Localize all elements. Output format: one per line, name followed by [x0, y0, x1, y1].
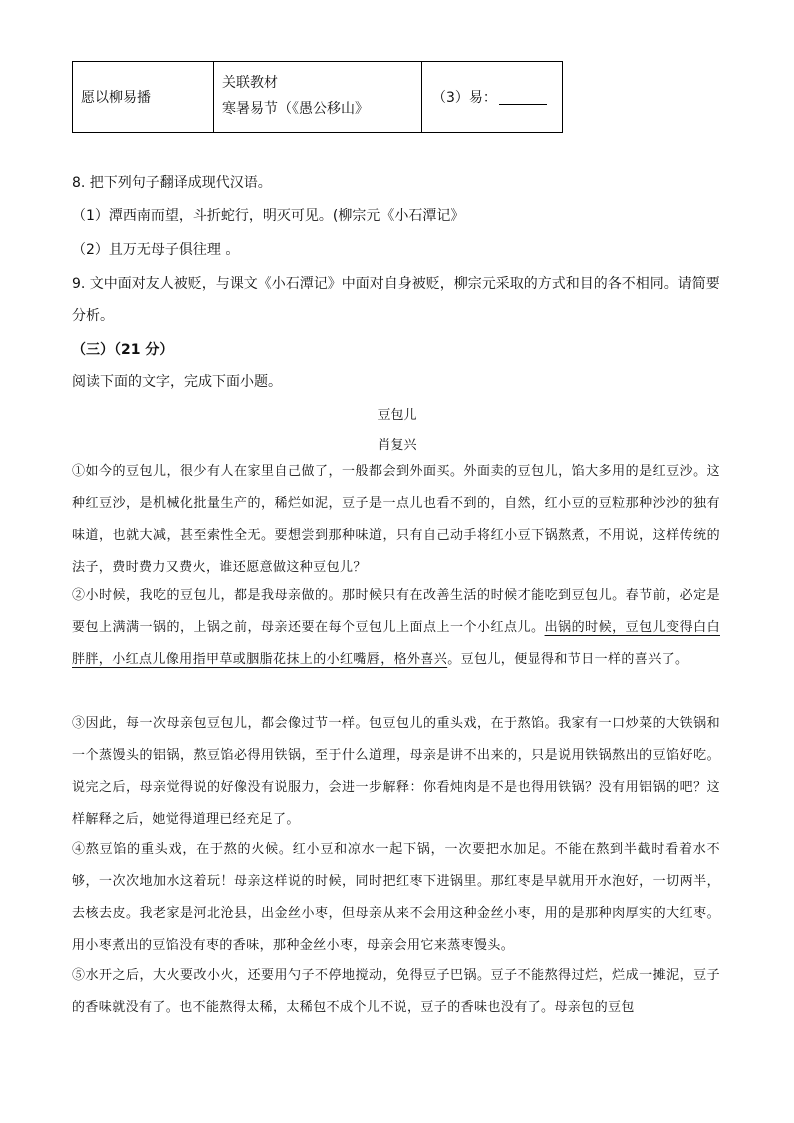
section-heading: （三）（21 分） — [72, 342, 174, 358]
answer-blank[interactable] — [499, 90, 547, 105]
vocab-table — [72, 61, 563, 133]
article-paragraph-3: ③因此，每一次母亲包豆包儿，都会像过节一样。包豆包儿的重头戏，在于熬馅。我家有一口炒菜的大铁锅和一个蒸馒头的铝锅，熬豆馅必得用铁锅，至于什么道理，母亲是讲不出来的，只是说用铁锅熬出的豆馅好吃。说完之后，母亲觉得说的好像没有说服力，会进一步解释：你看炖肉是不是也得用铁锅？没有用铝锅的吧？这样解释之后，她觉得道理已经充足了。 — [72, 716, 720, 827]
question-8-sentence-2: （2）且万无母子俱往理 。 — [72, 242, 240, 258]
question-8-stem: 8. 把下列句子翻译成现代汉语。 — [72, 175, 272, 191]
article-paragraph-4: ④熬豆馅的重头戏，在于熬的火候。红小豆和凉水一起下锅，一次要把水加足。不能在熬到半截时看着水不够，一次次地加水这着玩！母亲这样说的时候，同时把红枣下进锅里。那红枣是早就用开水泡好，一切两半，去核去皮。我老家是河北沧县，出金丝小枣，但母亲从来不会用这种金丝小枣，用的是那种肉厚实的大红枣。用小枣煮出的豆馅没有枣的香味，那种金丝小枣，母亲会用它来蒸枣馒头。 — [72, 842, 720, 953]
table-cell-textbook-label: 关联教材 — [222, 75, 278, 91]
article-paragraph-2 — [72, 580, 720, 676]
question-9: 9. 文中面对友人被贬，与课文《小石潭记》中面对自身被贬，柳宗元采取的方式和目的各不相同。请简要分析。 — [72, 276, 720, 324]
question-8-sentence-1: （1）潭西南而望，斗折蛇行，明灭可见。(柳宗元《小石潭记》 — [72, 208, 465, 224]
article-paragraph-1: ①如今的豆包儿，很少有人在家里自己做了，一般都会到外面买。外面卖的豆包儿，馅大多用的是红豆沙。这种红豆沙，是机械化批量生产的，稀烂如泥，豆子是一点儿也看不到的，自然，红小豆的豆粒那种沙沙的独有味道，也就大减，甚至索性全无。要想尝到那种味道，只有自己动手将红小豆下锅熬煮，不用说，这样传统的法子，费时费力又费火，谁还愿意做这种豆包儿？ — [72, 464, 720, 575]
table-cell-sentence-text: 愿以柳易播 — [81, 90, 151, 106]
answer-label: （3）易： — [432, 90, 497, 106]
table-cell-textbook — [214, 62, 422, 132]
article-paragraph-5: ⑤水开之后，大火要改小火，还要用勺子不停地搅动，免得豆子巴锅。豆子不能熬得过烂，烂成一摊泥，豆子的香味就没有了。也不能熬得太稀，太稀包不成个儿不说，豆子的香味也没有了。母亲包的豆包 — [72, 968, 720, 1015]
table-cell-answer — [422, 62, 562, 132]
table-cell-textbook-example: 寒暑易节（《愚公移山》 — [222, 101, 369, 117]
table-cell-sentence — [73, 62, 214, 132]
section-instruction: 阅读下面的文字，完成下面小题。 — [72, 374, 282, 390]
paragraph-2-underlined: 出锅的时候，豆包儿变得白白胖胖，小红点儿像用指甲草或胭脂花抹上的小红嘴唇，格外喜兴 — [72, 620, 720, 667]
paragraph-2-start: ②小时候，我吃的豆包儿，都是我母亲做的。那时候只有在改善生活的时候才能吃到豆包儿。春节前，必定是要包上满满一锅的，上锅之前，母亲还要在每个豆包儿上面点上一个小红点儿。 — [72, 588, 720, 635]
article-title: 豆包儿 — [377, 408, 417, 423]
paragraph-2-end: 。豆包儿，便显得和节日一样的喜兴了。 — [447, 652, 689, 667]
article-author: 肖复兴 — [377, 438, 417, 453]
